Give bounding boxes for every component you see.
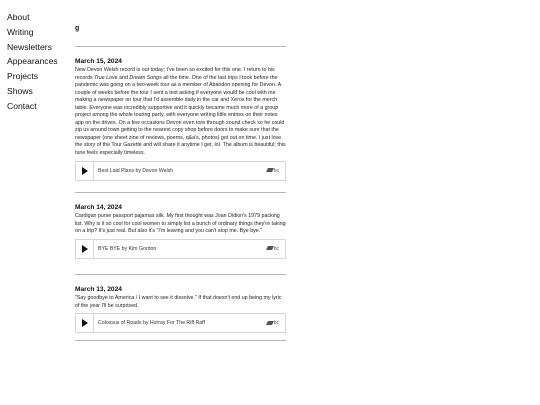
bandcamp-logo-icon[interactable]: bc (267, 246, 279, 252)
post-body: "Say goodbye to America / I want to see it dissolve." If that doesn't end up being my lyric of the year I'll be surprised. (75, 295, 282, 309)
main-content (75, 24, 286, 341)
track-title[interactable]: BYE BYE by Kim Gordon (98, 245, 157, 252)
audio-player (75, 161, 286, 181)
post (75, 193, 286, 274)
bandcamp-logo-icon[interactable]: bc (267, 320, 279, 326)
track-title[interactable]: Best Laid Plans by Devon Welsh (98, 167, 174, 174)
play-icon[interactable] (82, 319, 88, 327)
post (75, 47, 286, 192)
play-icon[interactable] (82, 245, 88, 253)
nav-projects[interactable]: Projects (7, 71, 39, 82)
player-divider (93, 314, 94, 332)
nav-appearances[interactable]: Appearances (7, 56, 58, 67)
post-body: New Devon Welsh record is out today; I've been so excited for this one. I return to his records True Love and Dream Songs all the time. One of the last trips I took before the pandemic was going on a two-week tour as a member of Abandon opening for Devon. A couple of weeks before the tour I sent a text asking if everyone would be cool with me making a newspaper on tour that I'd assemble daily in the car and Xerox for the merch table. Everyone was incredibly supportive and it quickly became much more of a group project among the whole touring party, with everyone writing little entries on their notes app on the drives. On a few occasions Devon even tore through sound check so he could zip us around town getting to the nearest copy shop before doors to make sure that the newspaper (one sheet zine of reviews, poems, q&a's, photos) got out on time. I just love the story of the Tour Gazette and will share it anytime I get, lol. The album is beautiful; this tune feels especially timeless. (75, 67, 286, 157)
nav-shows[interactable]: Shows (7, 85, 33, 96)
nav-writing[interactable]: Writing (7, 26, 34, 37)
player-divider (93, 240, 94, 258)
nav-contact[interactable]: Contact (7, 100, 37, 111)
nav-newsletters[interactable]: Newsletters (7, 41, 52, 52)
post-date: March 14, 2024 (75, 204, 122, 211)
divider (75, 340, 286, 341)
post-date: March 15, 2024 (75, 58, 122, 65)
bandcamp-logo-icon[interactable]: bc (267, 168, 279, 174)
site-logo[interactable]: g (75, 25, 80, 32)
post (75, 275, 286, 340)
post-body: Cardigan purse passport pajamas silk. My first thought was Joan Didion's 1979 packing list. Why is it so cool for cool women to simply list a bunch of ordinary things they're taking on a trip? It's just real. But also it's "I'm leaving and you can't stop me. Bye bye." (75, 213, 286, 235)
player-divider (93, 162, 94, 180)
site-nav (7, 10, 58, 114)
nav-about[interactable]: About (7, 12, 30, 22)
play-icon[interactable] (82, 167, 88, 175)
audio-player (75, 239, 286, 259)
track-title[interactable]: Colossus of Roads by Hurray For The Riff Raff (98, 320, 205, 327)
post-date: March 13, 2024 (75, 286, 122, 293)
audio-player (75, 313, 286, 333)
